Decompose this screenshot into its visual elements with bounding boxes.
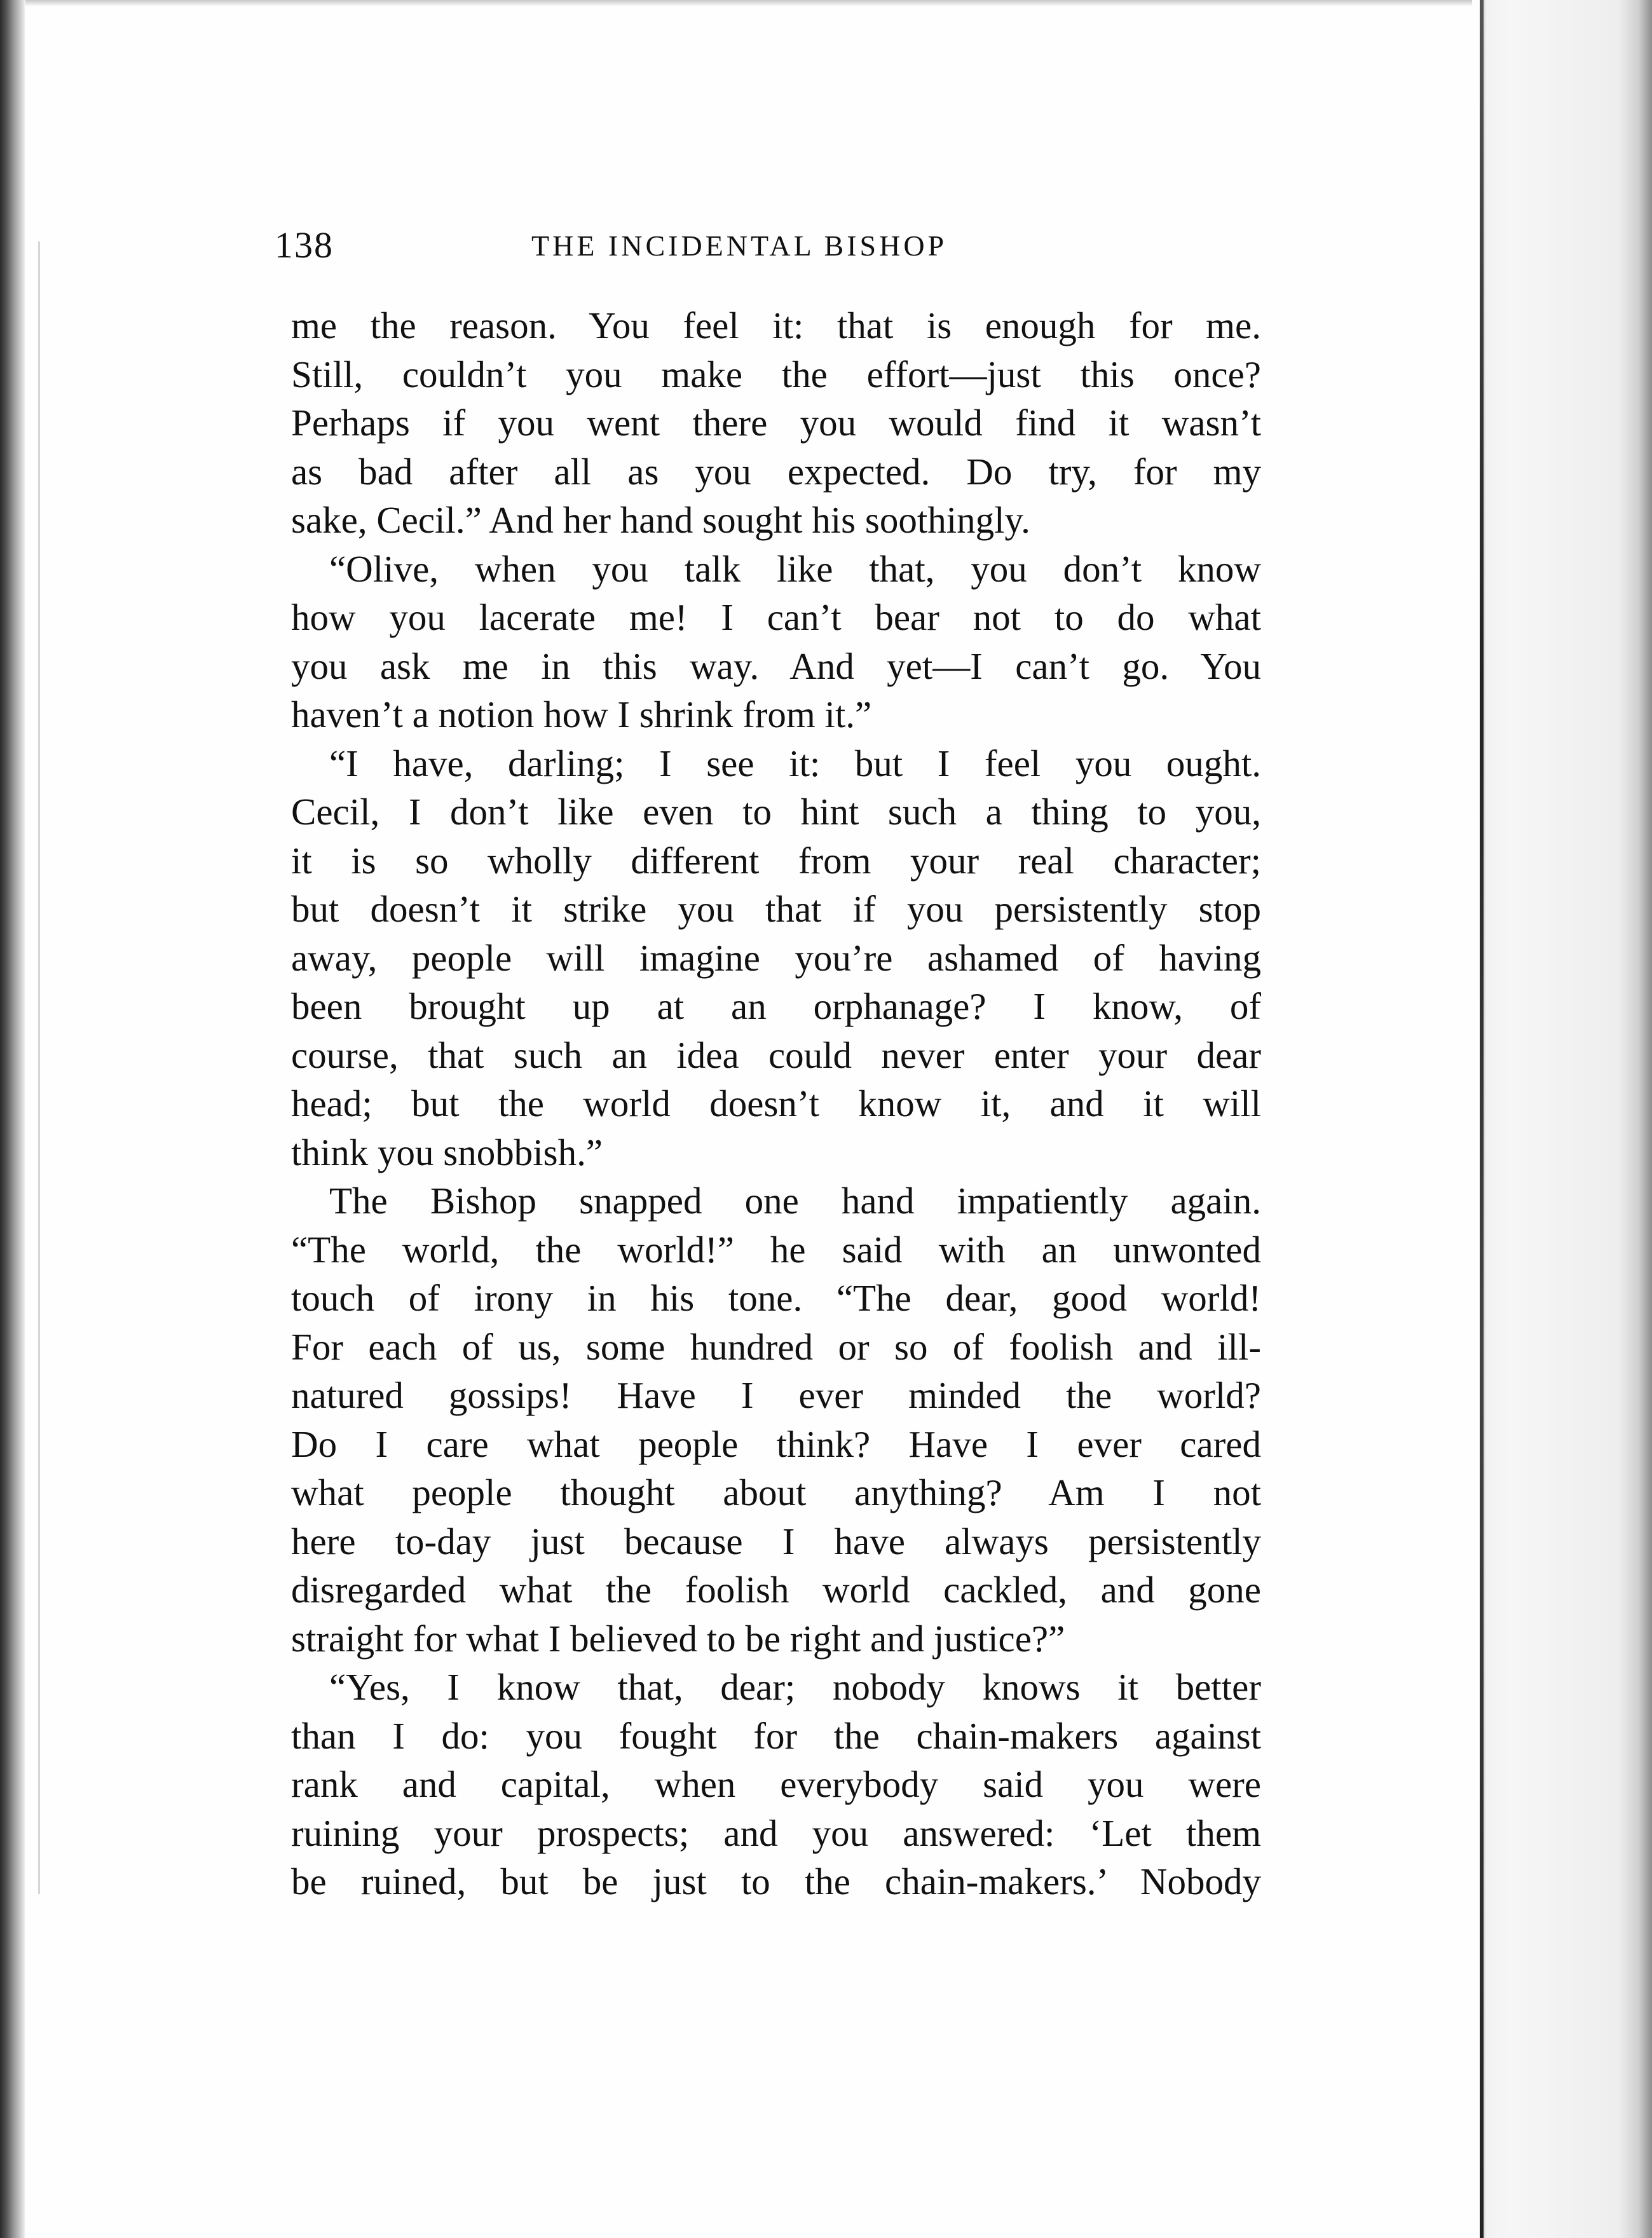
text-line: “Olive, when you talk like that, you don’t know	[329, 547, 1261, 590]
text-line: For each of us, some hundred or so of foolish and ill-	[291, 1325, 1261, 1368]
text-line: be ruined, but be just to the chain-makers.’ Nobody	[291, 1860, 1261, 1902]
page-header	[0, 224, 1652, 268]
scan-left-edge	[0, 0, 25, 2238]
text-line: The Bishop snapped one hand impatiently again.	[329, 1180, 1261, 1222]
text-line: ruining your prospects; and you answered: ‘Let them	[291, 1812, 1261, 1854]
text-line: think you snobbish.”	[291, 1131, 603, 1173]
running-head: THE INCIDENTAL BISHOP	[531, 229, 948, 262]
text-line: disregarded what the foolish world cackled, and gone	[291, 1569, 1261, 1611]
gutter-shadow	[38, 242, 40, 1894]
text-line: you ask me in this way. And yet—I can’t go. You	[291, 645, 1261, 687]
text-line: here to-day just because I have always persistently	[291, 1520, 1261, 1562]
text-line: than I do: you fought for the chain-makers against	[291, 1714, 1261, 1757]
text-line: been brought up at an orphanage? I know, of	[291, 985, 1261, 1027]
scan-right-edge	[1472, 0, 1652, 2238]
text-line: straight for what I believed to be right and justice?”	[291, 1617, 1065, 1660]
text-line: “Yes, I know that, dear; nobody knows it better	[329, 1666, 1261, 1708]
text-line: rank and capital, when everybody said you were	[291, 1763, 1261, 1805]
text-line: away, people will imagine you’re ashamed of having	[291, 936, 1261, 979]
text-line: Perhaps if you went there you would find it wasn’t	[291, 402, 1261, 444]
text-line: Do I care what people think? Have I ever cared	[291, 1423, 1261, 1465]
text-line: “The world, the world!” he said with an unwonted	[291, 1228, 1261, 1271]
text-line: head; but the world doesn’t know it, and it will	[291, 1082, 1261, 1124]
text-line: touch of irony in his tone. “The dear, good world!	[291, 1277, 1261, 1319]
text-line: Cecil, I don’t like even to hint such a thing to you,	[291, 791, 1261, 833]
body-text	[291, 301, 1261, 1906]
page-number: 138	[275, 224, 334, 266]
text-line: course, that such an idea could never enter your dear	[291, 1034, 1261, 1076]
text-line: but doesn’t it strike you that if you persistently stop	[291, 888, 1261, 930]
text-line: how you lacerate me! I can’t bear not to do what	[291, 596, 1261, 638]
text-line: natured gossips! Have I ever minded the world?	[291, 1374, 1261, 1416]
text-line: sake, Cecil.” And her hand sought his soothingly.	[291, 499, 1030, 541]
text-line: what people thought about anything? Am I not	[291, 1471, 1261, 1513]
text-line: me the reason. You feel it: that is enough for me.	[291, 304, 1261, 346]
text-line: haven’t a notion how I shrink from it.”	[291, 693, 872, 735]
scan-top-edge	[0, 0, 1652, 6]
text-line: it is so wholly different from your real character;	[291, 839, 1261, 882]
text-line: as bad after all as you expected. Do try, for my	[291, 450, 1261, 493]
text-line: Still, couldn’t you make the effort—just this once?	[291, 353, 1261, 395]
text-line: “I have, darling; I see it: but I feel you ought.	[329, 742, 1261, 784]
page-edge-line	[1480, 0, 1484, 2238]
